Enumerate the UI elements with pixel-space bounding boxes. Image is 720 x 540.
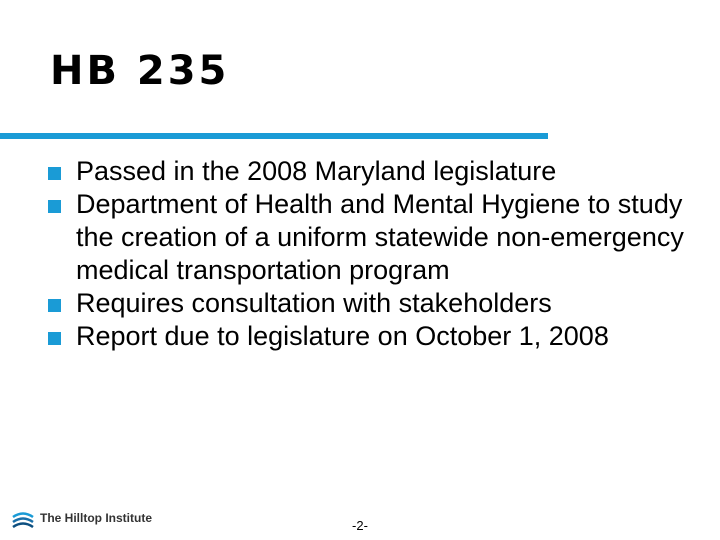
square-bullet-icon xyxy=(48,299,61,312)
bullet-text: Requires consultation with stakeholders xyxy=(76,288,552,318)
slide-title: HB 235 xyxy=(50,48,230,94)
bullet-text: Department of Health and Mental Hygiene to study the creation of a uniform statewide non-emergency medical transportation program xyxy=(76,189,684,285)
square-bullet-icon xyxy=(48,167,61,180)
square-bullet-icon xyxy=(48,332,61,345)
bullet-item xyxy=(48,320,708,353)
bullet-item xyxy=(48,287,708,320)
bullet-list xyxy=(48,155,708,353)
bullet-text: Passed in the 2008 Maryland legislature xyxy=(76,156,557,186)
title-divider xyxy=(0,133,548,139)
page-number: -2- xyxy=(352,518,368,533)
logo-text: The Hilltop Institute xyxy=(40,511,152,525)
square-bullet-icon xyxy=(48,200,61,213)
bullet-item xyxy=(48,188,708,287)
bullet-text: Report due to legislature on October 1, 2008 xyxy=(76,321,609,351)
bullet-item xyxy=(48,155,708,188)
